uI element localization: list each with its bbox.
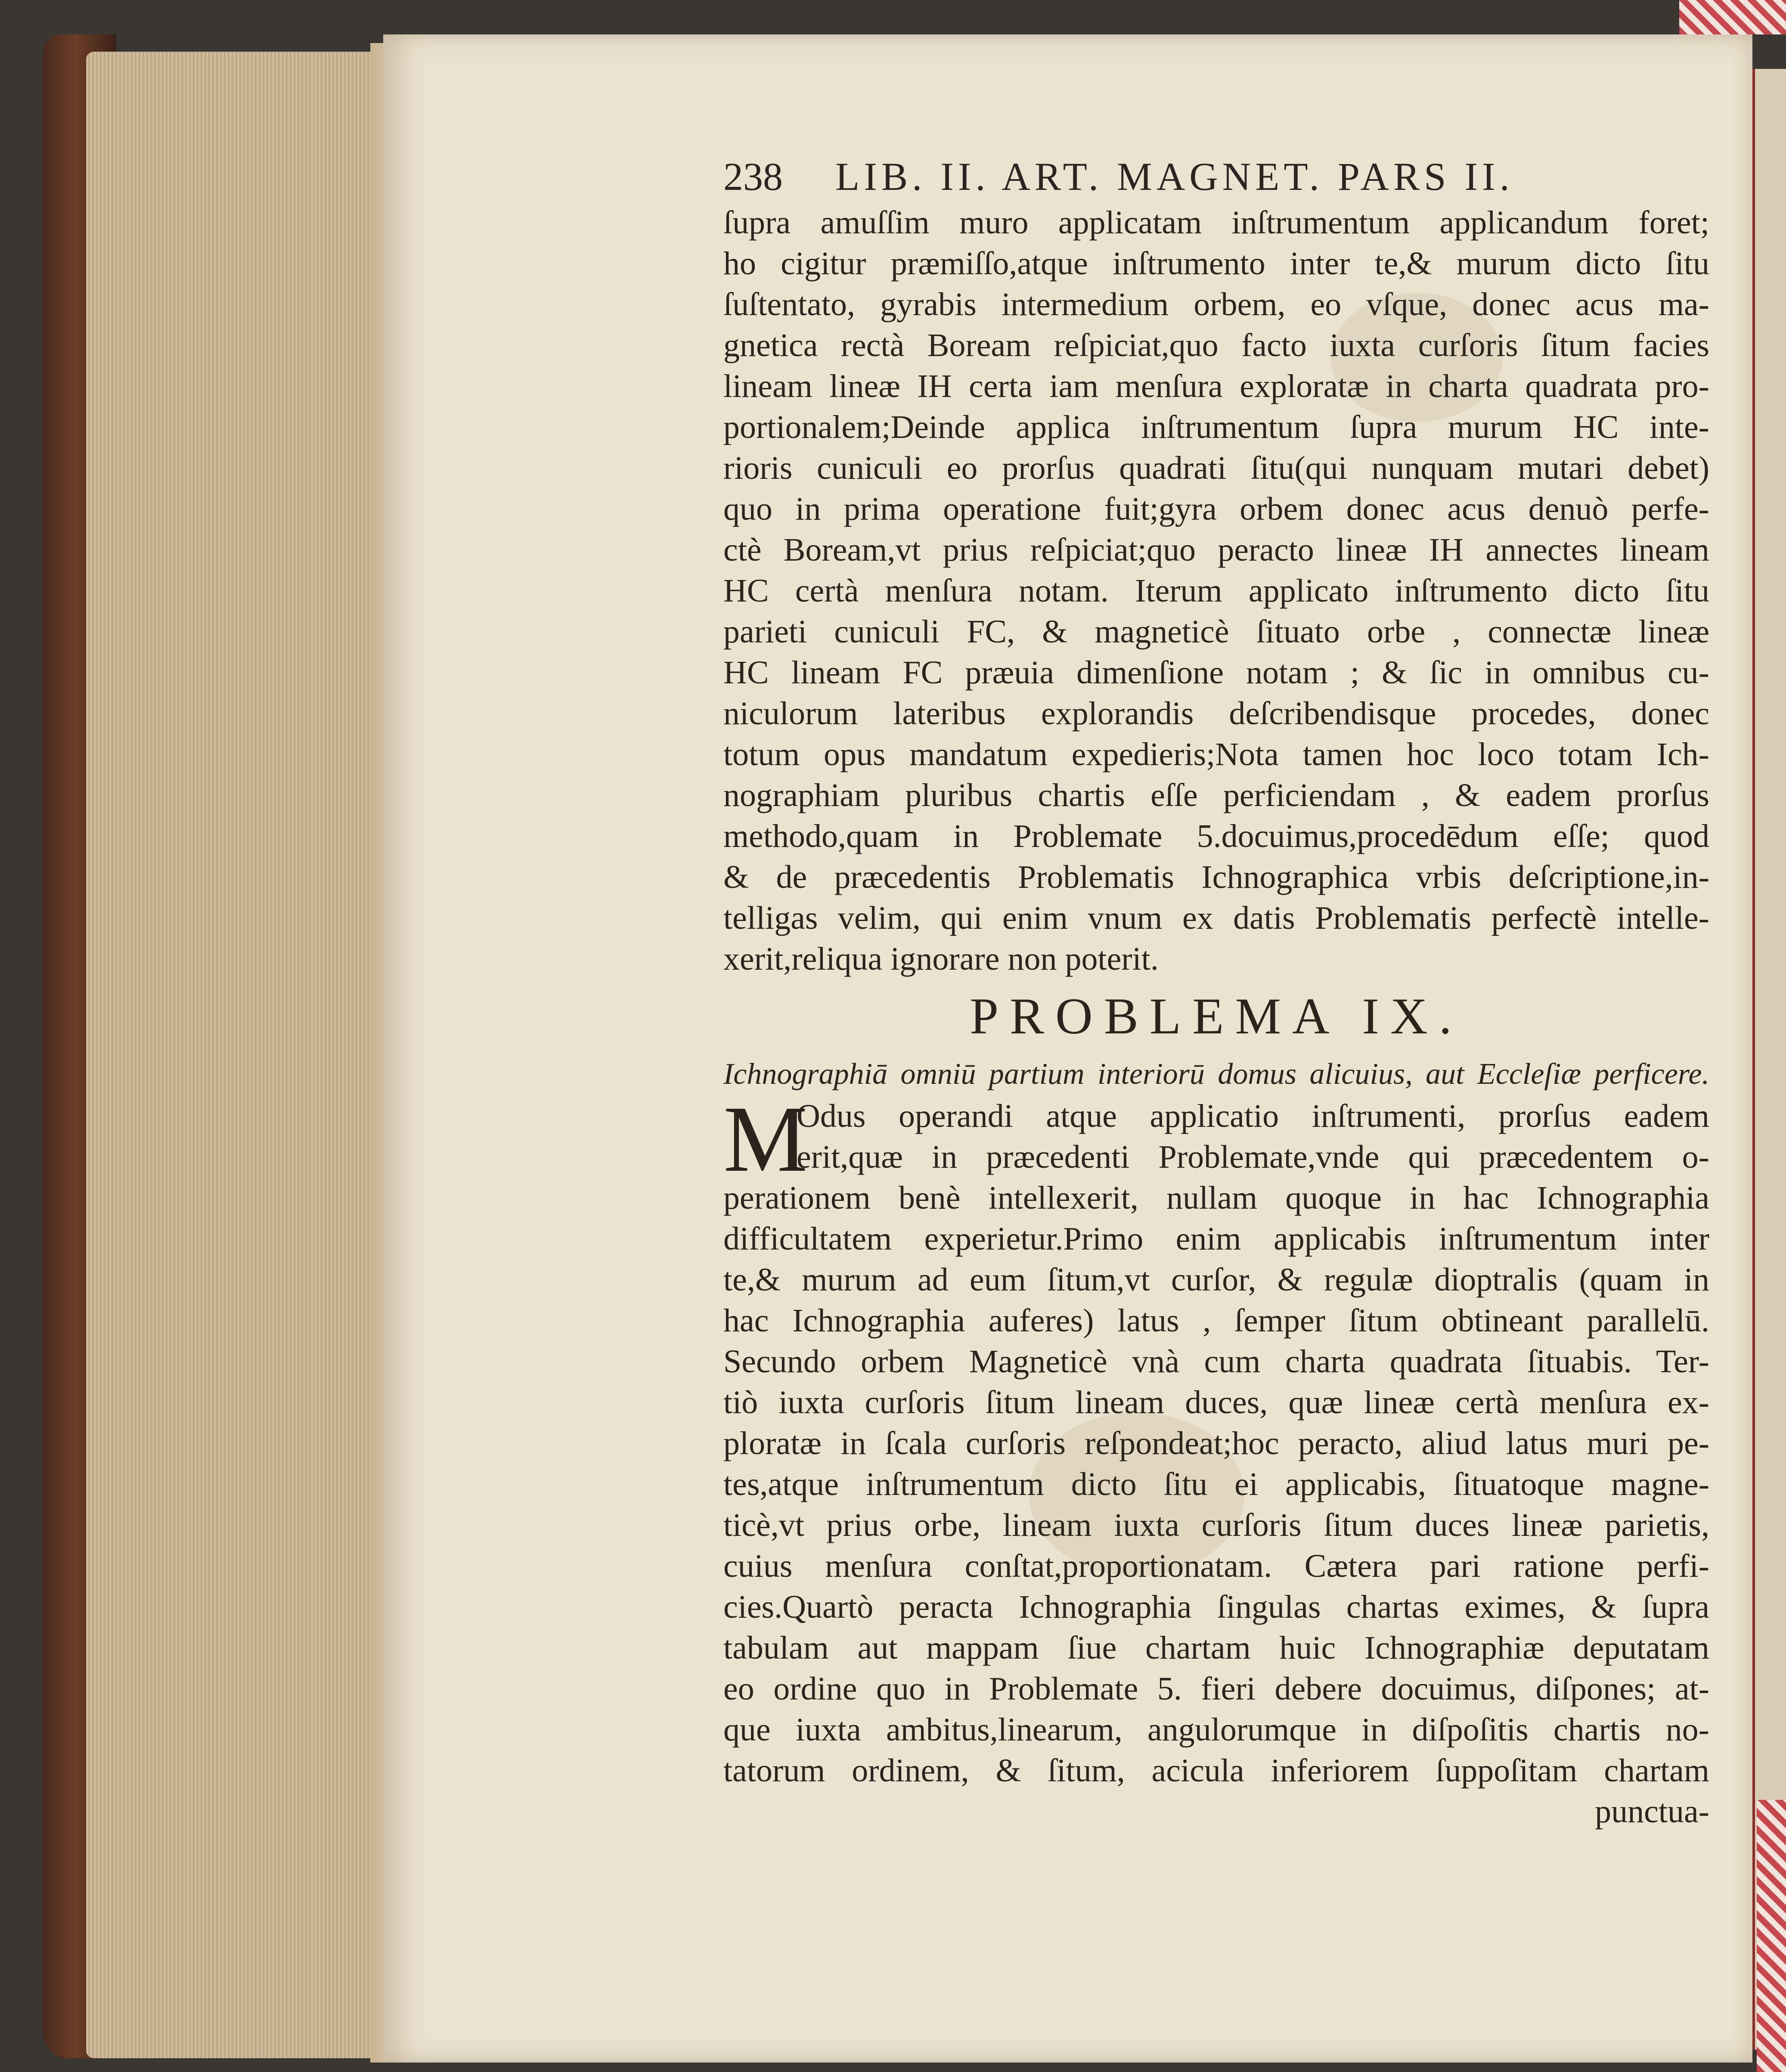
running-title: LIB. II. ART. MAGNET. PARS II. xyxy=(835,155,1514,199)
text-line: eo ordine quo in Problemate 5. fieri debere docuimus, diſpones; at- xyxy=(723,1671,1709,1707)
text-line: Odus operandi atque applicatio inſtrumenti, prorſus eadem xyxy=(797,1098,1709,1134)
facing-page-edge xyxy=(1752,69,1786,2050)
problem-paragraph xyxy=(723,1086,1709,1832)
text-line: Secundo orbem Magneticè vnà cum charta quadrata ſituabis. Ter- xyxy=(723,1343,1709,1380)
text-line: gnetica rectà Boream reſpiciat,quo facto iuxta curſoris ſitum facies xyxy=(723,327,1709,363)
text-line: ctè Boream,vt prius reſpiciat;quo peracto lineæ IH annectes lineam xyxy=(723,532,1709,568)
text-line: ticè,vt prius orbe, lineam iuxta curſoris ſitum duces lineæ parietis, xyxy=(723,1507,1709,1543)
text-line: telligas velim, qui enim vnum ex datis Problematis perfectè intelle- xyxy=(723,900,1709,936)
text-line: nographiam pluribus chartis eſſe perficiendam , & eadem prorſus xyxy=(723,777,1709,813)
text-line: tatorum ordinem, & ſitum, acicula inferiorem ſuppoſitam chartam xyxy=(723,1753,1709,1789)
text-line: HC lineam FC præuia dimenſione notam ; & ſic in omnibus cu- xyxy=(723,654,1709,691)
text-line: hac Ichnographia auferes) latus , ſemper ſitum obtineant parallelū. xyxy=(723,1303,1709,1339)
paragraph-continued xyxy=(723,202,1709,980)
text-line: quo in prima operatione fuit;gyra orbem donec acus denuò perfe- xyxy=(723,491,1709,527)
text-line: niculorum lateribus explorandis deſcribendisque procedes, donec xyxy=(723,695,1709,732)
text-line: HC certà menſura notam. Iterum applicato inſtrumento dicto ſitu xyxy=(723,573,1709,609)
problem-subtitle: Ichnographiā omniū partium interiorū domus alicuius, aut Eccleſiæ perficere. xyxy=(723,1058,1709,1091)
text-line: rioris cuniculi eo prorſus quadrati ſitu(qui nunquam mutari debet) xyxy=(723,450,1709,486)
text-line: portionalem;Deinde applica inſtrumentum ſupra murum HC inte- xyxy=(723,409,1709,445)
text-line: que iuxta ambitus,linearum, angulorumque in diſpoſitis chartis no- xyxy=(723,1712,1709,1748)
text-line: ſuſtentato, gyrabis intermedium orbem, eo vſque, donec acus ma- xyxy=(723,286,1709,323)
text-line: difficultatem experietur.Primo enim applicabis inſtrumentum inter xyxy=(723,1221,1709,1257)
text-line: erit,quæ in præcedenti Problemate,vnde qui præcedentem o- xyxy=(797,1139,1709,1175)
text-line-last: xerit,reliqua ignorare non poterit. xyxy=(723,941,1159,977)
text-line: ho cigitur præmiſſo,atque inſtrumento inter te,& murum dicto ſitu xyxy=(723,245,1709,282)
text-line: lineam lineæ IH certa iam menſura exploratæ in charta quadrata pro- xyxy=(723,368,1709,404)
ribbon-top xyxy=(1679,0,1786,34)
text-line: cuius menſura conſtat,proportionatam. Cætera pari ratione perfi- xyxy=(723,1548,1709,1584)
text-line: ſupra amuſſim muro applicatam inſtrumentum applicandum foret; xyxy=(723,205,1709,241)
text-line: methodo,quam in Problemate 5.docuimus,procedēdum eſſe; quod xyxy=(723,818,1709,854)
problem-heading: PROBLEMA IX. xyxy=(970,987,1463,1045)
text-block xyxy=(723,202,1709,1832)
page-number: 238 xyxy=(723,155,783,199)
drop-cap: M xyxy=(723,1086,808,1191)
text-line: parieti cuniculi FC, & magneticè ſituato orbe , connectæ lineæ xyxy=(723,614,1709,650)
text-line: & de præcedentis Problematis Ichnographica vrbis deſcriptione,in- xyxy=(723,859,1709,895)
text-line: perationem benè intellexerit, nullam quoque in hac Ichnographia xyxy=(723,1180,1709,1216)
text-line: totum opus mandatum expedieris;Nota tamen hoc loco totam Ich- xyxy=(723,736,1709,772)
page-stack-edge xyxy=(86,52,396,2058)
text-line: tes,atque inſtrumentum dicto ſitu ei applicabis, ſituatoque magne- xyxy=(723,1466,1709,1502)
catchword: punctua- xyxy=(1595,1793,1709,1830)
text-line: cies.Quartò peracta Ichnographia ſingulas chartas eximes, & ſupra xyxy=(723,1589,1709,1625)
text-line: ploratæ in ſcala curſoris reſpondeat;hoc peracto, aliud latus muri pe- xyxy=(723,1425,1709,1461)
page-header xyxy=(723,151,1709,202)
text-line: te,& murum ad eum ſitum,vt curſor, & regulæ dioptralis (quam in xyxy=(723,1262,1709,1298)
ribbon-bottom xyxy=(1757,1800,1786,2072)
text-line: tabulam aut mappam ſiue chartam huic Ichnographiæ deputatam xyxy=(723,1630,1709,1666)
text-line: tiò iuxta curſoris ſitum lineam duces, quæ lineæ certà menſura ex- xyxy=(723,1384,1709,1421)
